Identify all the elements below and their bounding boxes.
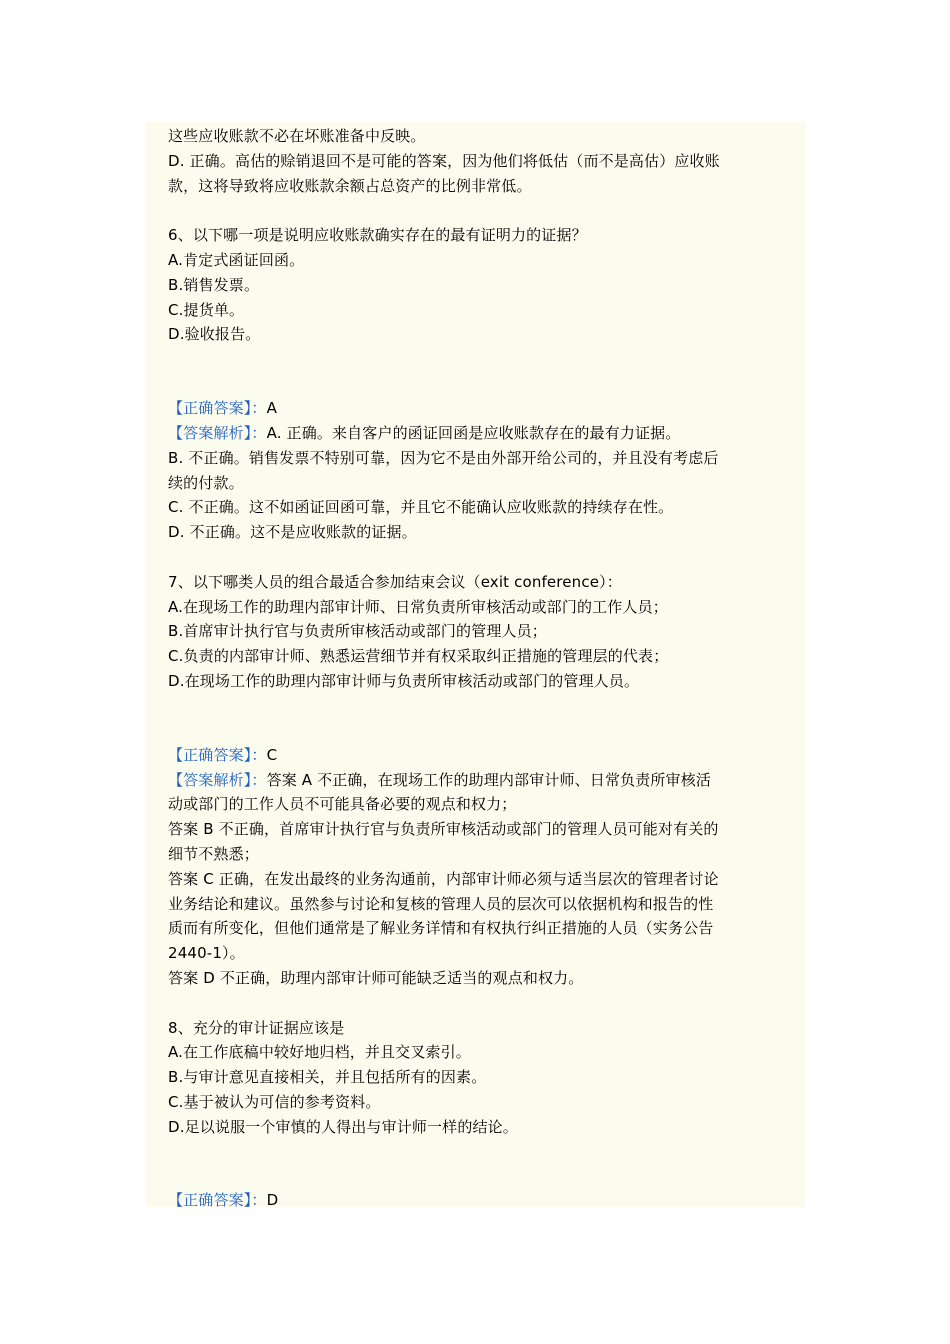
q7-analysis-text: 答案 B 不正确，首席审计执行官与负责所审核活动或部门的管理人员可能对有关的 — [168, 820, 719, 839]
answer-tag: 【正确答案】： — [168, 745, 267, 764]
q7-analysis-text: 2440-1）。 — [168, 944, 245, 963]
answer-tag: 【正确答案】： — [168, 1191, 267, 1210]
q7-option-c: C.负责的内部审计师、熟悉运营细节并有权采取纠正措施的管理层的代表； — [168, 647, 669, 666]
q6-analysis-text: 续的付款。 — [168, 473, 244, 492]
q7-analysis-text: 细节不熟悉； — [168, 844, 259, 863]
q7-analysis-line — [168, 768, 788, 793]
q6-answer-line — [168, 396, 788, 421]
q8-answer-line — [168, 1188, 788, 1213]
q7-analysis-first: 答案 A 不正确，在现场工作的助理内部审计师、日常负责所审核活 — [266, 770, 712, 789]
q7-answer-line — [168, 743, 788, 768]
q6-analysis-text: B. 不正确。销售发票不特别可靠，因为它不是由外部开给公司的，并且没有考虑后 — [168, 448, 719, 467]
q7-option-a: A.在现场工作的助理内部审计师、日常负责所审核活动或部门的工作人员； — [168, 597, 668, 616]
q6-analysis-text: D. 不正确。这不是应收账款的证据。 — [168, 523, 417, 542]
q6-answer: A — [266, 399, 277, 418]
q7-option-b: B.首席审计执行官与负责所审核活动或部门的管理人员； — [168, 622, 547, 641]
q7-analysis-text: 业务结论和建议。虽然参与讨论和复核的管理人员的层次可以依据机构和报告的性 — [168, 894, 714, 913]
analysis-tag: 【答案解析】： — [168, 423, 267, 442]
analysis-tag: 【答案解析】： — [168, 770, 267, 789]
q7-answer: C — [266, 745, 278, 764]
q6-option-d: D.验收报告。 — [168, 325, 261, 344]
q7-question: 7、以下哪类人员的组合最适合参加结束会议（exit conference）： — [168, 572, 622, 591]
q5-tail-line: 这些应收账款不必在坏账准备中反映。 — [168, 127, 426, 145]
q6-analysis-first: A. 正确。来自客户的函证回函是应收账款存在的最有力证据。 — [266, 423, 681, 442]
q7-analysis-text: 答案 D 不正确，助理内部审计师可能缺乏适当的观点和权力。 — [168, 968, 584, 987]
q6-analysis-text: C. 不正确。这不如函证回函可靠，并且它不能确认应收账款的持续存在性。 — [168, 498, 674, 517]
q7-analysis-text: 质而有所变化，但他们通常是了解业务详情和有权执行纠正措施的人员（实务公告 — [168, 919, 714, 938]
q6-option-a: A.肯定式函证回函。 — [168, 250, 305, 269]
q5-tail-line: D. 正确。高估的赊销退回不是可能的答案，因为他们将低估（而不是高估）应收账 — [168, 151, 720, 170]
answer-tag: 【正确答案】： — [168, 399, 267, 418]
q6-option-c: C.提货单。 — [168, 300, 245, 319]
q8-option-b: B.与审计意见直接相关，并且包括所有的因素。 — [168, 1068, 487, 1087]
q8-answer: D — [266, 1191, 279, 1210]
q6-option-b: B.销售发票。 — [168, 275, 260, 294]
q8-option-d: D.足以说服一个审慎的人得出与审计师一样的结论。 — [168, 1117, 518, 1136]
document-body — [168, 124, 788, 1213]
q6-question: 6、以下哪一项是说明应收账款确实存在的最有证明力的证据？ — [168, 226, 587, 245]
q7-analysis-text: 动或部门的工作人员不可能具备必要的观点和权力； — [168, 795, 517, 814]
q8-option-a: A.在工作底稿中较好地归档，并且交叉索引。 — [168, 1043, 471, 1062]
q6-analysis-line — [168, 421, 788, 446]
q7-option-d: D.在现场工作的助理内部审计师与负责所审核活动或部门的管理人员。 — [168, 671, 640, 690]
q7-analysis-text: 答案 C 正确，在发出最终的业务沟通前，内部审计师必须与适当层次的管理者讨论 — [168, 869, 719, 888]
q8-question: 8、充分的审计证据应该是 — [168, 1018, 345, 1037]
q8-option-c: C.基于被认为可信的参考资料。 — [168, 1092, 381, 1111]
q5-tail-line: 款，这将导致将应收账款余额占总资产的比例非常低。 — [168, 176, 532, 195]
